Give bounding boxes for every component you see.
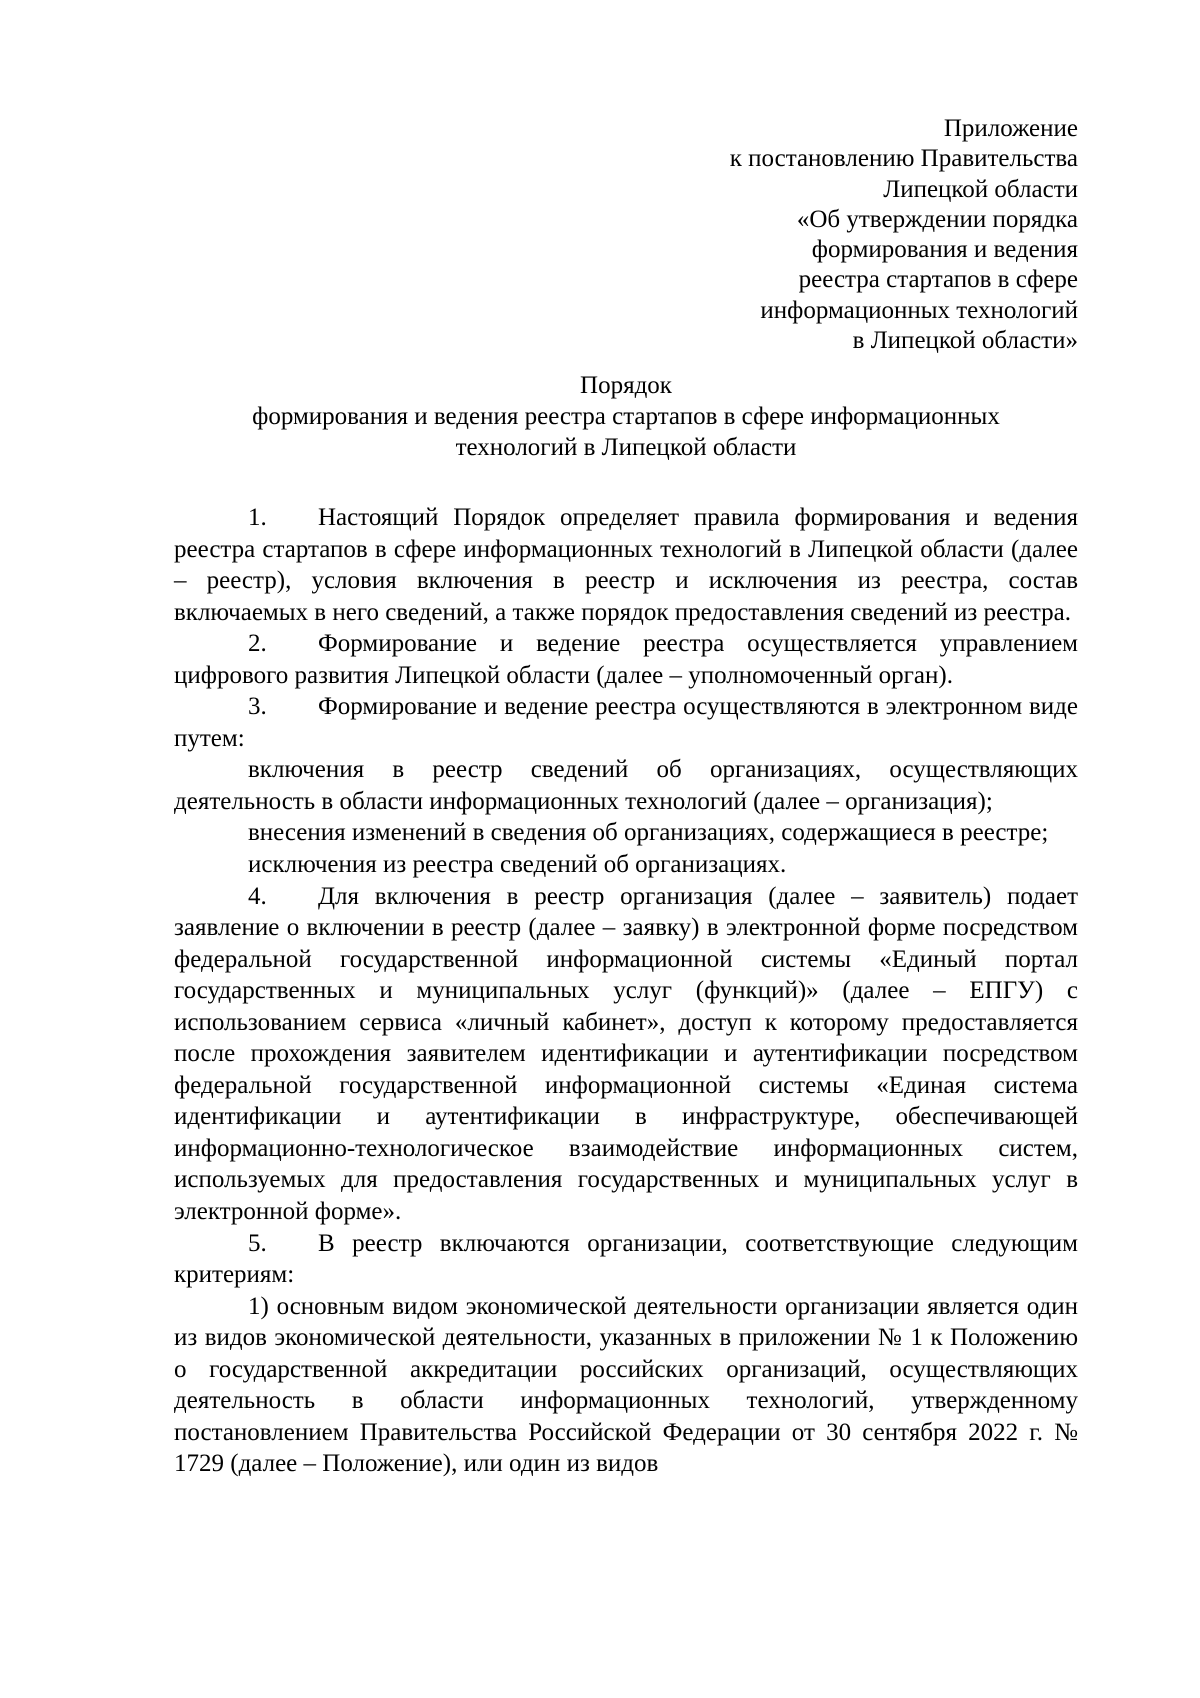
paragraph xyxy=(174,1228,1078,1291)
paragraph-text: В реестр включаются организации, соответствующие следующим критериям: xyxy=(174,1229,1078,1289)
paragraph-text: Для включения в реестр организация (далее – заявитель) подает заявление о включении в реестр (далее – заявку) в электронной форме посредством федеральной государственной информационной системы «Единый портал государственных и муниципальных услуг (функций)» (далее – ЕПГУ) с использованием сервиса «личный кабинет», доступ к которому предоставляется после прохождения заявителем идентификации и аутентификации посредством федеральной государственной информационной системы «Единая система идентификации и аутентификации в инфраструктуре, обеспечивающей информационно-технологическое взаимодействие информационных систем, используемых для предоставления государственных и муниципальных услуг в электронной форме». xyxy=(174,882,1078,1226)
appendix-line: Липецкой области xyxy=(883,175,1078,203)
paragraph-number: 2. xyxy=(248,630,267,658)
paragraph-number: 1. xyxy=(248,504,267,531)
paragraph-text: Формирование и ведение реестра осуществляются в электронном виде путем: xyxy=(174,693,1078,752)
appendix-line: информационных технологий xyxy=(760,296,1078,324)
appendix-line: в Липецкой области» xyxy=(852,327,1078,355)
paragraph-number: 4. xyxy=(248,882,267,910)
document-title xyxy=(174,370,1078,463)
document-body xyxy=(174,502,1078,1480)
appendix-line: «Об утверждении порядка xyxy=(796,205,1078,233)
appendix-line: Приложение xyxy=(943,115,1078,142)
paragraph-number: 5. xyxy=(248,1229,267,1257)
appendix-line: формирования и ведения xyxy=(811,236,1078,264)
title-line: технологий в Липецкой области xyxy=(455,434,797,461)
title-heading: Порядок xyxy=(580,372,672,399)
appendix-header xyxy=(730,114,1078,356)
paragraph xyxy=(174,817,1078,849)
paragraph xyxy=(174,754,1078,817)
paragraph-text: Настоящий Порядок определяет правила формирования и ведения реестра стартапов в сфере информационных технологий в Липецкой области (далее – реестр), условия включения в реестр и исключения из реестра, состав включаемых в него сведений, а также порядок предоставления сведений из реестра. xyxy=(174,504,1078,626)
paragraph xyxy=(174,1291,1078,1480)
paragraph xyxy=(174,849,1078,881)
paragraph-text: включения в реестр сведений об организациях, осуществляющих деятельность в области информационных технологий (далее – организация); xyxy=(174,756,1078,815)
paragraph xyxy=(174,881,1078,1228)
paragraph xyxy=(174,691,1078,754)
paragraph xyxy=(174,628,1078,691)
paragraph-number: 3. xyxy=(248,693,267,721)
paragraph-text: внесения изменений в сведения об организациях, содержащиеся в реестре; xyxy=(248,819,1049,847)
paragraph-text: исключения из реестра сведений об организациях. xyxy=(248,851,787,879)
title-line: формирования и ведения реестра стартапов в сфере информационных xyxy=(252,403,1000,430)
paragraph-text: 1) основным видом экономической деятельности организации является один из видов экономической деятельности, указанных в приложении № 1 к Положению о государственной аккредитации российских организаций, осуществляющих деятельность в области информационных технологий, утвержденному постановлением Правительства Российской Федерации от 30 сентября 2022 г. № 1729 (далее – Положение), или один из видов xyxy=(174,1292,1078,1478)
paragraph-text: Формирование и ведение реестра осуществляется управлением цифрового развития Липецкой области (далее – уполномоченный орган). xyxy=(174,630,1078,689)
paragraph xyxy=(174,502,1078,628)
appendix-line: к постановлению Правительства xyxy=(729,145,1078,173)
appendix-line: реестра стартапов в сфере xyxy=(798,266,1078,294)
